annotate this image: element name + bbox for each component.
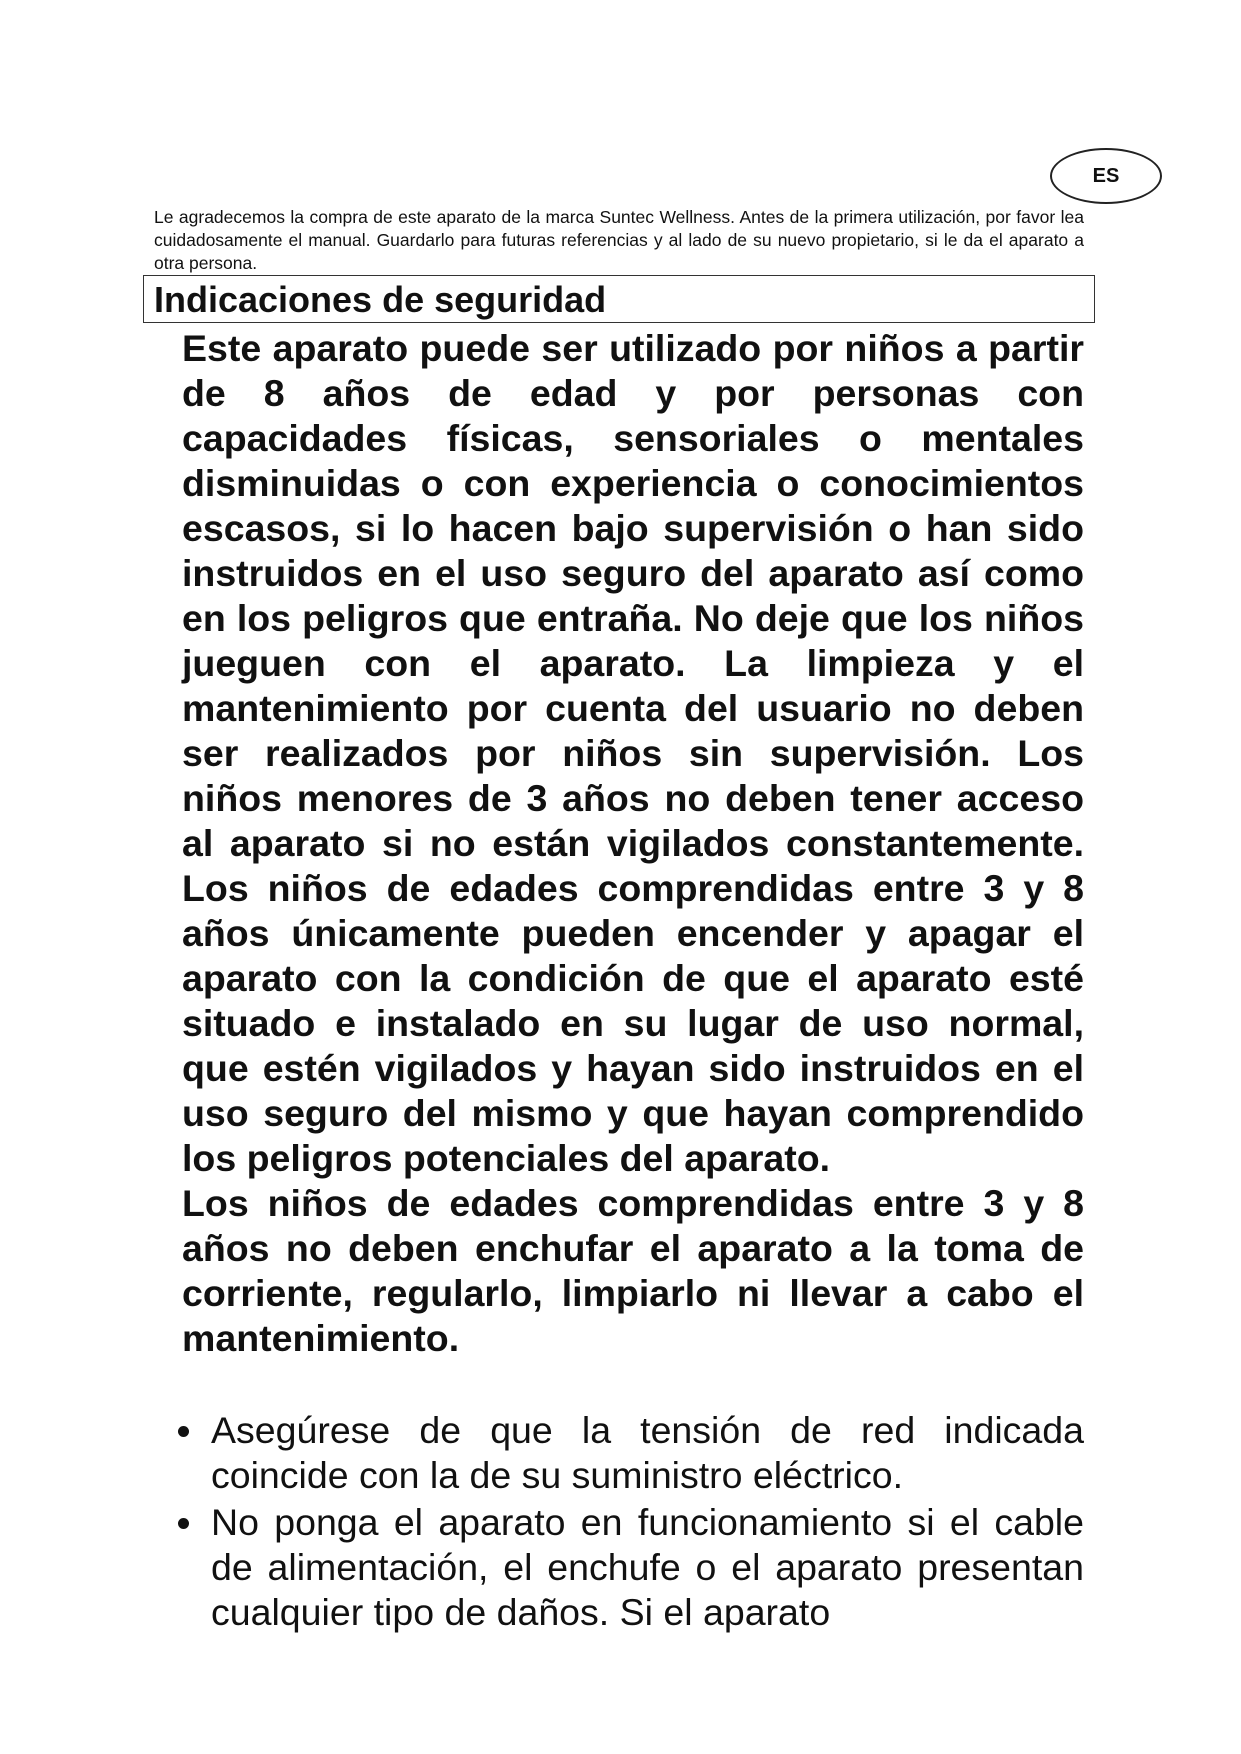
bullet-text: No ponga el aparato en funcionamiento si el cable de alimentación, el enchufe o el aparato presentan cualquier tipo de daños. Si el aparato: [211, 1501, 1084, 1633]
bullet-text: Asegúrese de que la tensión de red indicada coincide con la de su suministro eléctrico.: [211, 1409, 1084, 1496]
section-header-box: [143, 275, 1095, 323]
safety-warning-block: [182, 326, 1084, 1361]
warning-paragraph: Los niños de edades comprendidas entre 3 y 8 años no deben enchufar el aparato a la toma de corriente, regularlo, limpiarlo ni llevar a cabo el mantenimiento.: [182, 1182, 1084, 1359]
intro-text: Le agradecemos la compra de este aparato de la marca Suntec Wellness. Antes de la primera utilización, por favor lea cuidadosamente el manual. Guardarlo para futuras referencias y al lado de su nuevo propietario, si le da el aparato a otra persona.: [154, 207, 1084, 273]
bullet-icon: [178, 1518, 189, 1529]
list-item: [172, 1408, 1084, 1498]
bullet-icon: [178, 1426, 189, 1437]
safety-bullet-list: [172, 1408, 1084, 1637]
section-title: Indicaciones de seguridad: [154, 279, 607, 320]
warning-paragraph: Este aparato puede ser utilizado por niños a partir de 8 años de edad y por personas con capacidades físicas, sensoriales o mentales disminuidas o con experiencia o conocimientos escasos, si lo hacen bajo supervisión o han sido instruidos en el uso seguro del aparato así como en los peligros que entraña. No deje que los niños jueguen con el aparato. La limpieza y el mantenimiento por cuenta del usuario no deben ser realizados por niños sin supervisión. Los niños menores de 3 años no deben tener acceso al aparato si no están vigilados constantemente. Los niños de edades comprendidas entre 3 y 8 años únicamente pueden encender y apagar el aparato con la condición de que el aparato esté situado e instalado en su lugar de uso normal, que estén vigilados y hayan sido instruidos en el uso seguro del mismo y que hayan comprendido los peligros potenciales del aparato.: [182, 327, 1084, 1179]
list-item: [172, 1500, 1084, 1635]
language-badge: ES: [1050, 148, 1162, 204]
